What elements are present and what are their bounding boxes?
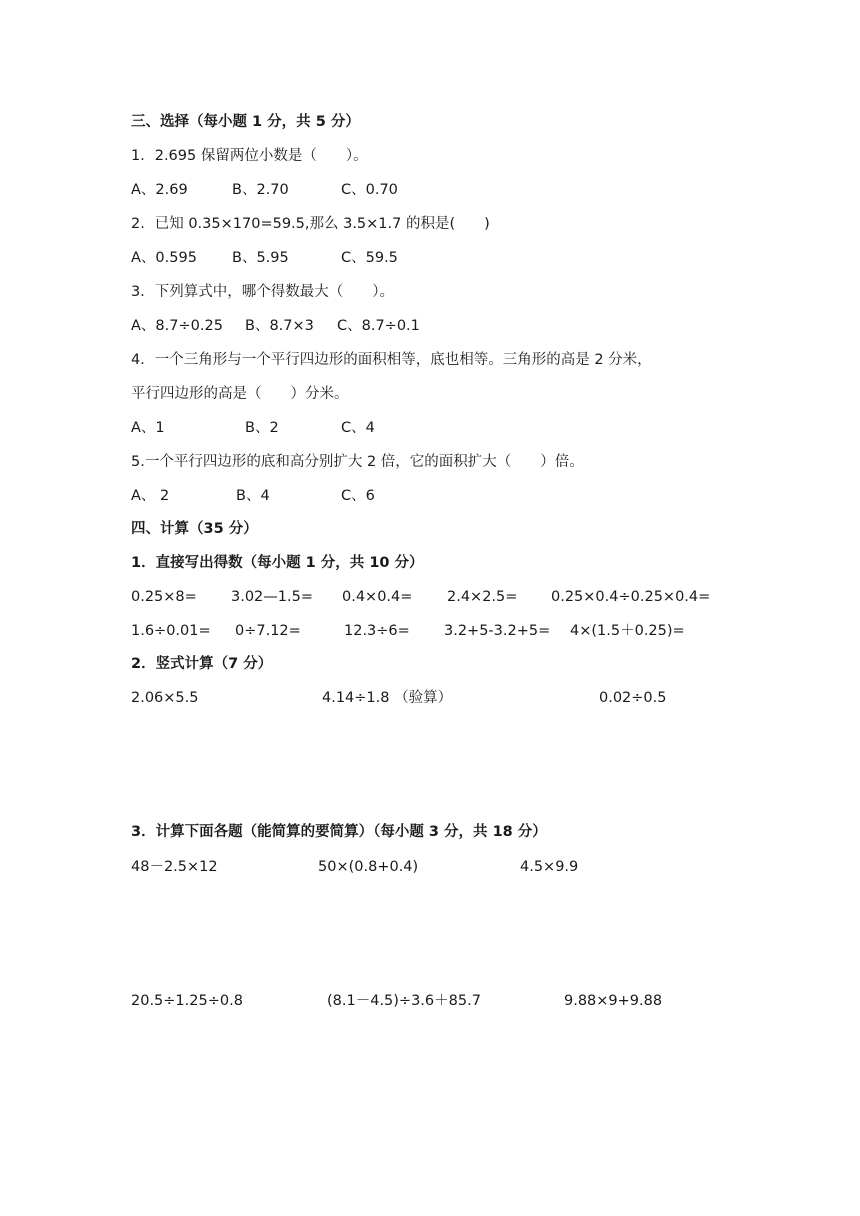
calc-item: 0.4×0.4= bbox=[342, 589, 413, 605]
part1-heading: 1．直接写出得数（每小题 1 分，共 10 分） bbox=[131, 555, 424, 571]
calc-item: 2.4×2.5= bbox=[447, 589, 518, 605]
question-5: 5.一个平行四边形的底和高分别扩大 2 倍，它的面积扩大（ ）倍。 bbox=[131, 454, 584, 470]
question-2: 2．已知 0.35×170=59.5,那么 3.5×1.7 的积是( ) bbox=[131, 216, 490, 232]
q4-option-a: A、1 bbox=[131, 420, 165, 436]
question-4-line2: 平行四边形的高是（ ）分米。 bbox=[131, 386, 349, 402]
simplify-item: 50×(0.8+0.4) bbox=[318, 859, 419, 875]
simplify-item: 48－2.5×12 bbox=[131, 859, 218, 875]
q1-option-b: B、2.70 bbox=[232, 182, 289, 198]
calc-item: 12.3÷6= bbox=[344, 623, 410, 639]
q1-option-c: C、0.70 bbox=[341, 182, 398, 198]
calc-item: 1.6÷0.01= bbox=[131, 623, 211, 639]
calc-item: 4×(1.5＋0.25)= bbox=[570, 623, 685, 639]
q5-option-a: A、 2 bbox=[131, 488, 170, 504]
simplify-item: 9.88×9+9.88 bbox=[564, 993, 663, 1009]
q2-option-a: A、0.595 bbox=[131, 250, 197, 266]
q4-option-c: C、4 bbox=[341, 420, 375, 436]
calc-item: 0÷7.12= bbox=[235, 623, 301, 639]
q3-option-b: B、8.7×3 bbox=[245, 318, 314, 334]
section4-heading: 四、计算（35 分） bbox=[131, 521, 258, 537]
part3-heading: 3．计算下面各题（能简算的要简算）（每小题 3 分，共 18 分） bbox=[131, 824, 547, 840]
calc-item: 3.02—1.5= bbox=[231, 589, 313, 605]
calc-item: 0.25×8= bbox=[131, 589, 197, 605]
q5-option-c: C、6 bbox=[341, 488, 375, 504]
part2-heading: 2．竖式计算（7 分） bbox=[131, 656, 273, 672]
q3-option-c: C、8.7÷0.1 bbox=[337, 318, 420, 334]
section3-heading: 三、选择（每小题 1 分，共 5 分） bbox=[131, 114, 360, 130]
q1-option-a: A、2.69 bbox=[131, 182, 188, 198]
q3-option-a: A、8.7÷0.25 bbox=[131, 318, 223, 334]
simplify-item: 4.5×9.9 bbox=[520, 859, 579, 875]
vertical-calc-item: 0.02÷0.5 bbox=[599, 690, 667, 706]
simplify-item: 20.5÷1.25÷0.8 bbox=[131, 993, 243, 1009]
q4-option-b: B、2 bbox=[245, 420, 279, 436]
calc-item: 3.2+5-3.2+5= bbox=[444, 623, 551, 639]
question-3: 3．下列算式中，哪个得数最大（ ）。 bbox=[131, 284, 394, 300]
calc-item: 0.25×0.4÷0.25×0.4= bbox=[551, 589, 711, 605]
question-1: 1．2.695 保留两位小数是（ ）。 bbox=[131, 148, 368, 164]
simplify-item: (8.1－4.5)÷3.6＋85.7 bbox=[327, 993, 481, 1009]
question-4-line1: 4．一个三角形与一个平行四边形的面积相等，底也相等。三角形的高是 2 分米， bbox=[131, 352, 652, 368]
vertical-calc-item: 2.06×5.5 bbox=[131, 690, 199, 706]
q2-option-b: B、5.95 bbox=[232, 250, 289, 266]
vertical-calc-item: 4.14÷1.8 （验算） bbox=[322, 690, 453, 706]
q2-option-c: C、59.5 bbox=[341, 250, 398, 266]
q5-option-b: B、4 bbox=[236, 488, 270, 504]
